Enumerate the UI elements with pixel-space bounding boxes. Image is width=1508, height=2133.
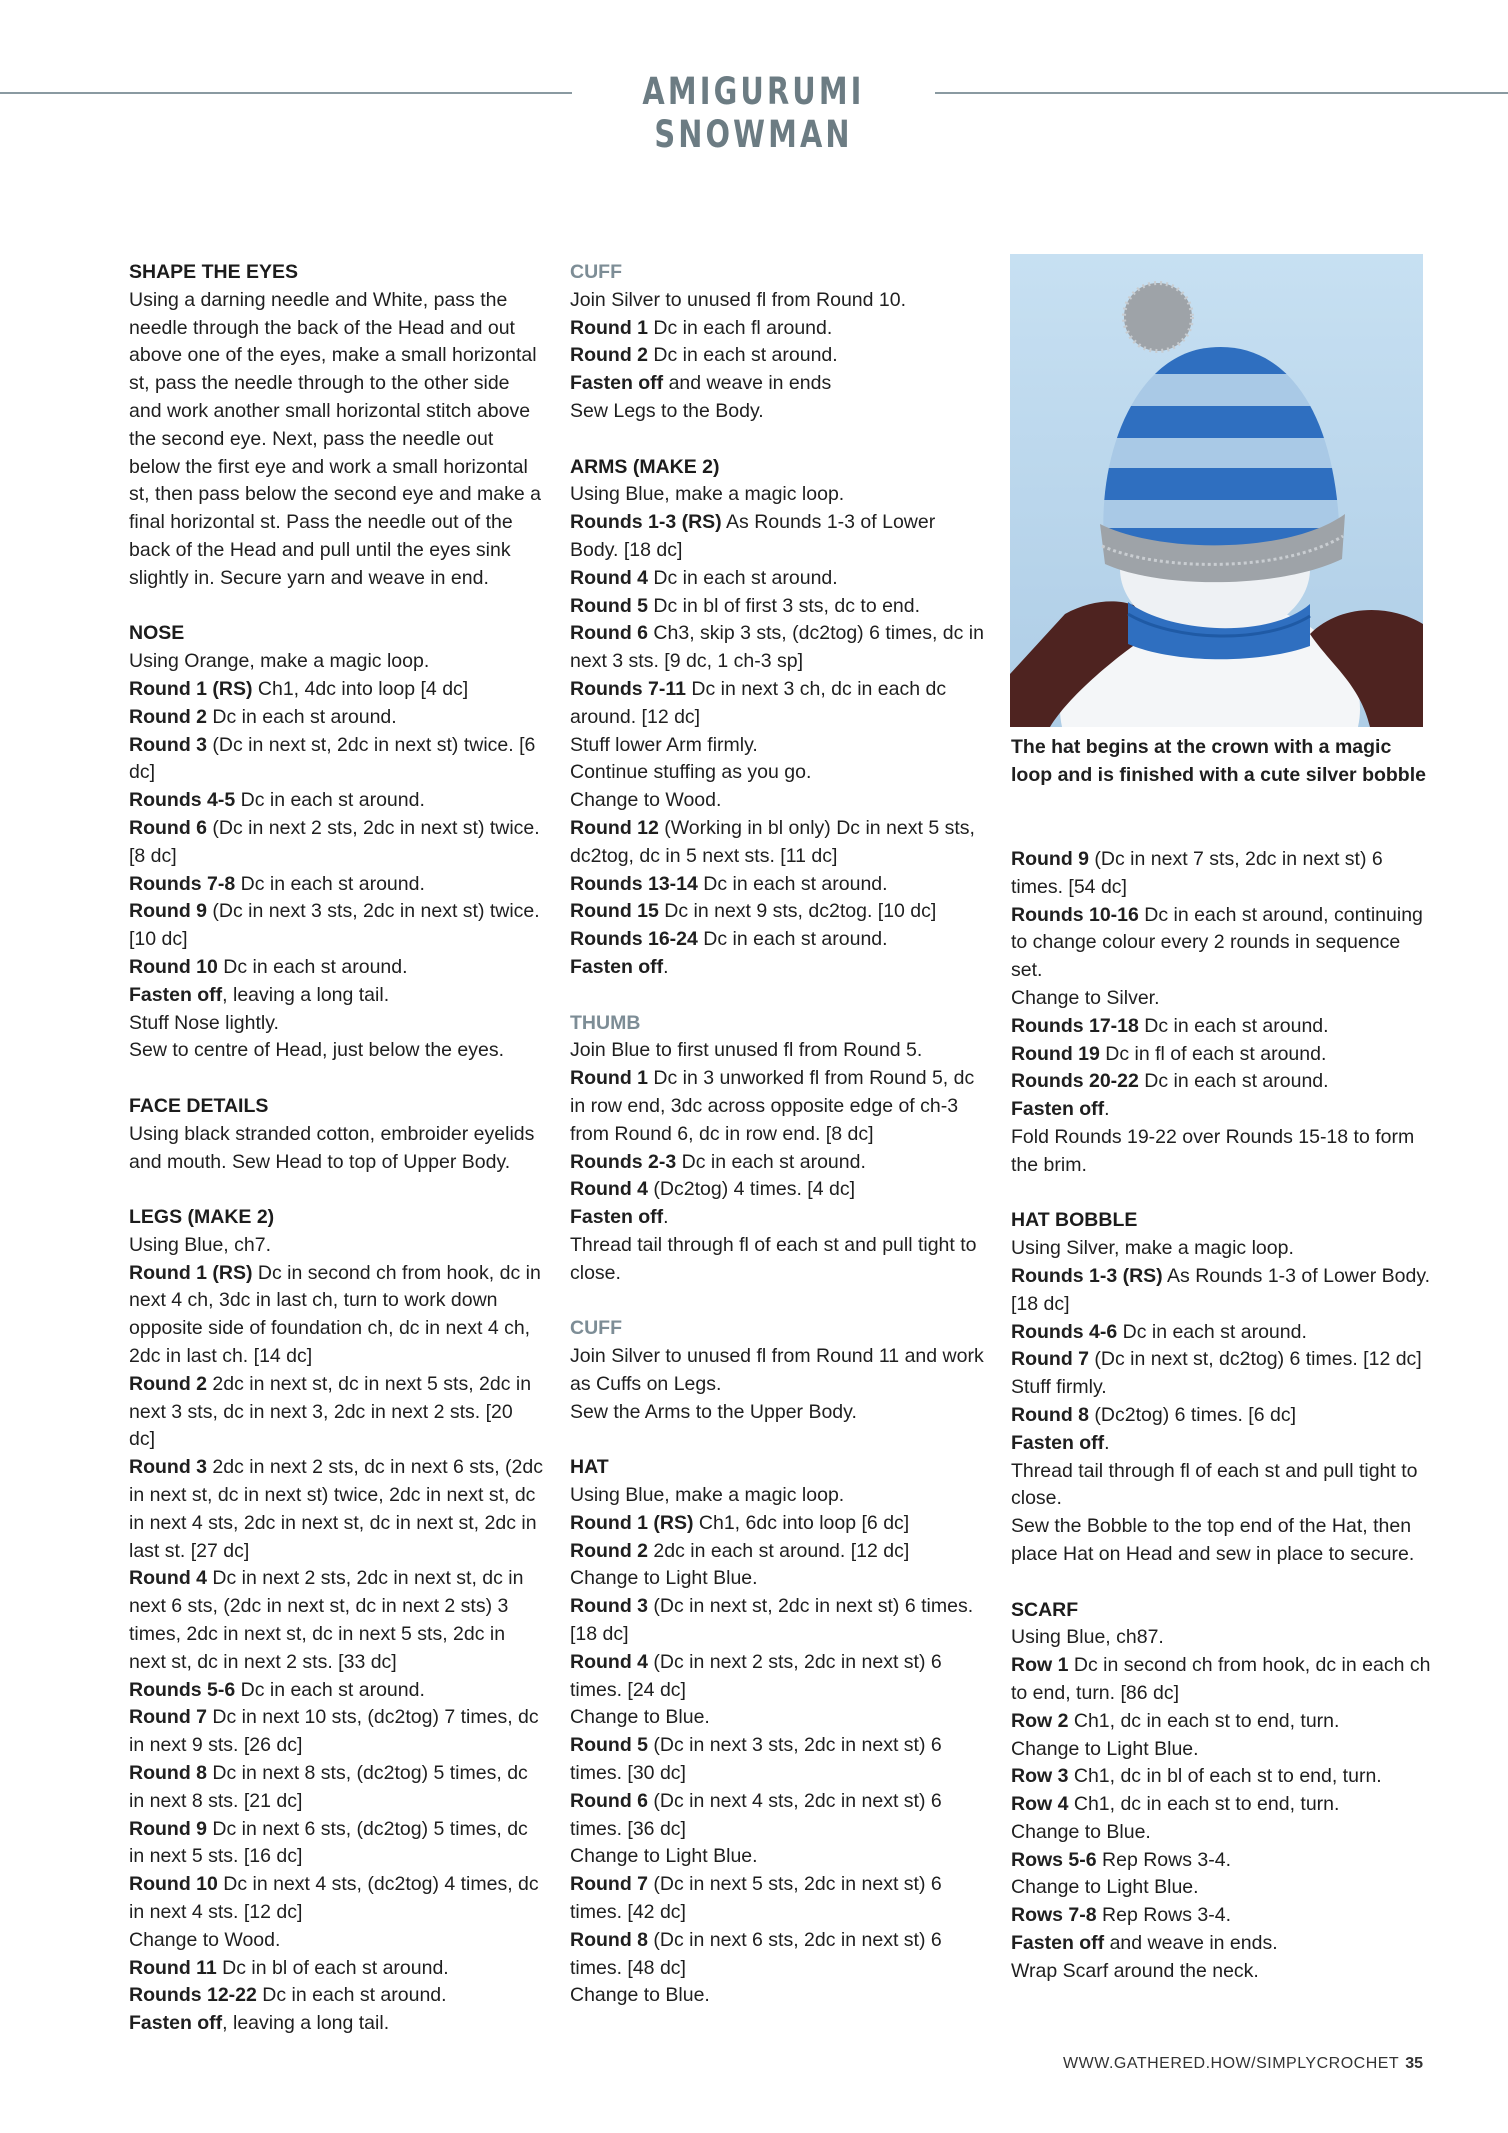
instruction-text: Change to Light Blue. bbox=[570, 1567, 758, 1590]
instruction-text: Dc in each st around. bbox=[217, 955, 408, 978]
instruction-text: (Dc in next st, dc2tog) 6 times. [12 dc] bbox=[1089, 1348, 1422, 1371]
instruction-step-label: Round 9 bbox=[129, 1817, 207, 1840]
instruction-line bbox=[1011, 1930, 1431, 1958]
instruction-line bbox=[570, 565, 985, 593]
instruction-line bbox=[129, 815, 544, 871]
instruction-text: Change to Light Blue. bbox=[570, 1845, 758, 1868]
section-scarf bbox=[1011, 1597, 1431, 1986]
instruction-step-label: Rounds 2-3 bbox=[570, 1150, 677, 1173]
instruction-line bbox=[570, 676, 985, 732]
instruction-step-label: Rounds 4-5 bbox=[129, 789, 236, 812]
instruction-step-label: Round 3 bbox=[129, 733, 207, 756]
instruction-text: Join Blue to first unused fl from Round 5. bbox=[570, 1039, 923, 1062]
instruction-step-label: Fasten off bbox=[570, 1206, 664, 1229]
footer-url: WWW.GATHERED.HOW/SIMPLYCROCHET bbox=[1063, 2055, 1400, 2072]
instruction-line bbox=[129, 704, 544, 732]
instruction-text: Dc in next 8 sts, (dc2tog) 5 times, dc in next 8 sts. [21 dc] bbox=[129, 1762, 528, 1812]
instruction-line bbox=[1011, 1041, 1431, 1069]
instruction-step-label: Round 11 bbox=[129, 1956, 217, 1979]
instruction-line bbox=[1011, 1096, 1431, 1124]
instruction-step-label: Fasten off bbox=[1011, 1098, 1105, 1121]
instruction-line bbox=[1011, 1013, 1431, 1041]
section-heading: THUMB bbox=[570, 1011, 641, 1034]
instruction-text: (Dc in next st, 2dc in next st) 6 times. [18 dc] bbox=[570, 1595, 974, 1646]
instruction-line bbox=[570, 759, 985, 787]
instruction-line bbox=[1011, 1513, 1431, 1569]
instruction-step-label: Rows 7-8 bbox=[1011, 1904, 1097, 1927]
instruction-text: Change to Blue. bbox=[570, 1706, 710, 1729]
instruction-text: (Dc2tog) 6 times. [6 dc] bbox=[1089, 1403, 1296, 1426]
instruction-text: . bbox=[663, 955, 669, 978]
photo-caption: The hat begins at the crown with a magic loop and is finished with a cute silver bobble bbox=[1011, 736, 1426, 786]
instruction-step-label: Round 2 bbox=[129, 1372, 207, 1395]
instruction-text: Ch1, dc in each st to end, turn. bbox=[1068, 1709, 1340, 1732]
instruction-line bbox=[1011, 1819, 1431, 1847]
instruction-line bbox=[570, 1232, 985, 1288]
instruction-text: Change to Wood. bbox=[570, 789, 722, 812]
section-heading: NOSE bbox=[129, 622, 185, 645]
instruction-line bbox=[129, 1232, 544, 1260]
instruction-line bbox=[129, 648, 544, 676]
instruction-text: Using black stranded cotton, embroider eyelids and mouth. Sew Head to top of Upper Body. bbox=[129, 1122, 535, 1173]
instruction-text: Dc in each st around. bbox=[648, 566, 838, 589]
instruction-text: Rep Rows 3-4. bbox=[1096, 1848, 1231, 1871]
instruction-text: Sew to centre of Head, just below the eyes. bbox=[129, 1039, 505, 1062]
instruction-line bbox=[1011, 1235, 1431, 1263]
instruction-step-label: Rounds 13-14 bbox=[570, 872, 698, 895]
instruction-line bbox=[1011, 1763, 1431, 1791]
section-shape-the-eyes bbox=[129, 259, 544, 593]
instruction-line bbox=[570, 1982, 985, 2010]
instruction-step-label: Rounds 20-22 bbox=[1011, 1070, 1139, 1093]
instruction-line bbox=[570, 1399, 985, 1427]
instruction-line bbox=[129, 1010, 544, 1038]
instruction-line bbox=[1011, 902, 1431, 985]
instruction-text: As Rounds 1-3 of Lower Body. [18 dc] bbox=[1011, 1264, 1431, 1315]
instruction-line bbox=[129, 1955, 544, 1983]
snowman-hat-photo bbox=[1010, 254, 1423, 727]
section-heading: HAT BOBBLE bbox=[1011, 1209, 1138, 1232]
instruction-line bbox=[1011, 1958, 1431, 1986]
instruction-line bbox=[1011, 1124, 1431, 1180]
instruction-text: Dc in next 4 sts, (dc2tog) 4 times, dc in next 4 sts. [12 dc] bbox=[129, 1873, 539, 1924]
instruction-line bbox=[570, 1788, 985, 1844]
instruction-line bbox=[570, 1510, 985, 1538]
instruction-text: Dc in each st around. bbox=[235, 1678, 425, 1701]
instruction-text: Using Blue, make a magic loop. bbox=[570, 483, 845, 506]
instruction-text: Using Orange, make a magic loop. bbox=[129, 650, 430, 673]
instruction-text: Stuff lower Arm firmly. bbox=[570, 733, 758, 756]
instruction-line bbox=[129, 1760, 544, 1816]
instruction-step-label: Row 4 bbox=[1011, 1793, 1069, 1816]
instruction-step-label: Rounds 1-3 (RS) bbox=[1011, 1264, 1163, 1287]
instruction-text: Sew the Bobble to the top end of the Hat, then place Hat on Head and sew in place to secure. bbox=[1011, 1515, 1415, 1565]
instruction-step-label: Rounds 7-8 bbox=[129, 872, 236, 895]
instruction-line bbox=[1011, 1402, 1431, 1430]
instruction-step-label: Rounds 1-3 (RS) bbox=[570, 511, 722, 534]
instruction-text: (Dc in next 3 sts, 2dc in next st) twice. [10 dc] bbox=[129, 900, 540, 951]
instruction-line bbox=[129, 1982, 544, 2010]
instruction-step-label: Round 10 bbox=[129, 955, 218, 978]
instruction-step-label: Round 2 bbox=[570, 344, 648, 367]
instruction-text: Dc in next 2 sts, 2dc in next st, dc in next 6 sts, (2dc in next st, dc in next 2 sts) 3 times, 2dc in next st, dc in next 5 sts, 2dc in next st, dc in next 2 sts. [33 dc] bbox=[129, 1567, 524, 1673]
instruction-text: 2dc in next 2 sts, dc in next 6 sts, (2dc in next st, dc in next st) twice, 2dc in next st, dc in next 4 sts, 2dc in next st, dc in next st, 2dc in last st. [27 dc] bbox=[129, 1456, 543, 1562]
instruction-line bbox=[1011, 1346, 1431, 1374]
instruction-line bbox=[129, 1037, 544, 1065]
page-number: 35 bbox=[1405, 2055, 1423, 2072]
instruction-text: Dc in second ch from hook, dc in next 4 ch, 3dc in last ch, turn to work down opposite side of foundation ch, dc in next 4 ch, 2dc in last ch. [14 dc] bbox=[129, 1261, 541, 1368]
instruction-text: Dc in each st around. bbox=[676, 1150, 866, 1173]
instruction-step-label: Round 15 bbox=[570, 900, 659, 923]
instruction-step-label: Rounds 7-11 bbox=[570, 677, 686, 700]
instruction-line bbox=[570, 398, 985, 426]
instruction-step-label: Round 10 bbox=[129, 1873, 218, 1896]
instruction-line bbox=[570, 1343, 985, 1399]
instruction-step-label: Round 19 bbox=[1011, 1042, 1100, 1065]
instruction-text: . bbox=[1104, 1098, 1110, 1121]
instruction-line bbox=[129, 676, 544, 704]
instruction-line bbox=[129, 1454, 544, 1565]
instruction-text: Wrap Scarf around the neck. bbox=[1011, 1959, 1259, 1982]
instruction-text: Ch1, dc in each st to end, turn. bbox=[1068, 1793, 1340, 1816]
instruction-line bbox=[1011, 1430, 1431, 1458]
instruction-text: Dc in each st around. bbox=[235, 872, 425, 895]
instruction-line bbox=[129, 1565, 544, 1676]
instruction-text: Dc in each fl around. bbox=[648, 316, 833, 339]
instruction-line bbox=[129, 1816, 544, 1872]
instruction-step-label: Round 3 bbox=[129, 1456, 207, 1479]
instruction-text: Using Blue, ch7. bbox=[129, 1233, 271, 1256]
instruction-text: (Dc in next 4 sts, 2dc in next st) 6 times. [36 dc] bbox=[570, 1789, 942, 1840]
instruction-text: As Rounds 1-3 of Lower Body. [18 dc] bbox=[570, 511, 936, 561]
instruction-step-label: Row 3 bbox=[1011, 1765, 1069, 1788]
instruction-text: Dc in each st around. bbox=[1117, 1320, 1307, 1343]
instruction-line bbox=[570, 287, 985, 315]
instruction-line bbox=[129, 732, 544, 788]
instruction-line bbox=[1011, 1791, 1431, 1819]
instruction-text: , leaving a long tail. bbox=[222, 2012, 390, 2035]
instruction-line bbox=[570, 1176, 985, 1204]
instruction-text: and weave in ends. bbox=[1104, 1932, 1278, 1955]
instruction-line bbox=[129, 787, 544, 815]
instruction-line bbox=[570, 871, 985, 899]
instruction-line bbox=[570, 926, 985, 954]
instruction-text: 2dc in each st around. [12 dc] bbox=[648, 1539, 910, 1562]
instruction-line bbox=[129, 1927, 544, 1955]
instruction-step-label: Round 8 bbox=[129, 1762, 207, 1785]
instruction-line bbox=[129, 1871, 544, 1927]
instruction-line bbox=[1011, 1736, 1431, 1764]
instruction-text: Dc in each st around. bbox=[207, 705, 397, 728]
instruction-text: Dc in bl of first 3 sts, dc to end. bbox=[648, 594, 921, 617]
instruction-text: Join Silver to unused fl from Round 10. bbox=[570, 288, 907, 311]
instruction-line bbox=[570, 1843, 985, 1871]
instruction-line bbox=[570, 1482, 985, 1510]
instruction-text: Ch3, skip 3 sts, (dc2tog) 6 times, dc in next 3 sts. [9 dc, 1 ch-3 sp] bbox=[570, 622, 984, 673]
instruction-line bbox=[570, 593, 985, 621]
instruction-line bbox=[129, 1704, 544, 1760]
instruction-text: Thread tail through fl of each st and pull tight to close. bbox=[1011, 1459, 1418, 1510]
instruction-text: Ch1, 4dc into loop [4 dc] bbox=[252, 677, 469, 700]
page-header-title: AMIGURUMI SNOWMAN bbox=[642, 70, 865, 156]
instruction-text: Thread tail through fl of each st and pull tight to close. bbox=[570, 1233, 977, 1284]
instruction-text: Stuff firmly. bbox=[1011, 1376, 1107, 1399]
instruction-text: Dc in second ch from hook, dc in each ch to end, turn. [86 dc] bbox=[1011, 1654, 1431, 1704]
instruction-text: Dc in each st around. bbox=[697, 872, 888, 895]
instruction-text: Dc in each st around. bbox=[1138, 1014, 1329, 1037]
instruction-step-label: Round 7 bbox=[570, 1873, 648, 1896]
instruction-line bbox=[1011, 1708, 1431, 1736]
instruction-step-label: Row 2 bbox=[1011, 1709, 1069, 1732]
instruction-text: Dc in bl of each st around. bbox=[216, 1956, 449, 1979]
instruction-step-label: Round 4 bbox=[570, 1178, 648, 1201]
instruction-line bbox=[1011, 1874, 1431, 1902]
instruction-line bbox=[129, 898, 544, 954]
instruction-line bbox=[570, 787, 985, 815]
instruction-line bbox=[570, 620, 985, 676]
instruction-text: Dc in 3 unworked fl from Round 5, dc in row end, 3dc across opposite edge of ch-3 from Round 6, dc in row end. [8 dc] bbox=[570, 1067, 975, 1145]
header-rule-left bbox=[0, 92, 572, 94]
instruction-step-label: Round 1 (RS) bbox=[129, 677, 253, 700]
instruction-text: Dc in each st around. bbox=[697, 928, 888, 951]
instruction-step-label: Round 8 bbox=[1011, 1403, 1089, 1426]
instruction-line bbox=[1011, 985, 1431, 1013]
instruction-text: Continue stuffing as you go. bbox=[570, 761, 812, 784]
instruction-step-label: Fasten off bbox=[129, 983, 223, 1006]
instruction-text: 2dc in next st, dc in next 5 sts, 2dc in next 3 sts, dc in next 3, 2dc in next 2 sts. [20 dc] bbox=[129, 1372, 532, 1451]
instruction-line bbox=[570, 481, 985, 509]
instruction-text: Stuff Nose lightly. bbox=[129, 1011, 279, 1034]
instruction-line bbox=[129, 982, 544, 1010]
instruction-line bbox=[570, 1593, 985, 1649]
section-continued bbox=[1011, 846, 1431, 1180]
instruction-text: Fold Rounds 19-22 over Rounds 15-18 to form the brim. bbox=[1011, 1125, 1415, 1176]
instruction-step-label: Round 2 bbox=[129, 705, 207, 728]
instruction-line bbox=[570, 342, 985, 370]
instruction-step-label: Fasten off bbox=[1011, 1431, 1105, 1454]
instruction-line bbox=[570, 954, 985, 982]
section-hat-bobble bbox=[1011, 1207, 1431, 1568]
instruction-step-label: Fasten off bbox=[570, 955, 664, 978]
instruction-line bbox=[570, 1065, 985, 1148]
instruction-text: Join Silver to unused fl from Round 11 and work as Cuffs on Legs. bbox=[570, 1345, 984, 1395]
section-cuff bbox=[570, 259, 985, 426]
instruction-step-label: Round 12 bbox=[570, 816, 659, 839]
instruction-step-label: Round 9 bbox=[1011, 848, 1089, 870]
instruction-text: . bbox=[1104, 1431, 1110, 1454]
section-heading: SHAPE THE EYES bbox=[129, 261, 299, 283]
instruction-line bbox=[129, 871, 544, 899]
instruction-text: Dc in each st around, continuing to change colour every 2 rounds in sequence set. bbox=[1011, 903, 1423, 982]
instruction-step-label: Round 7 bbox=[129, 1706, 207, 1729]
instruction-line bbox=[570, 315, 985, 343]
instruction-text: Dc in fl of each st around. bbox=[1099, 1042, 1327, 1065]
instruction-step-label: Round 4 bbox=[570, 1650, 648, 1673]
section-thumb bbox=[570, 1010, 985, 1288]
instruction-step-label: Rounds 5-6 bbox=[129, 1678, 236, 1701]
instruction-line bbox=[1011, 1068, 1431, 1096]
section-heading: LEGS (MAKE 2) bbox=[129, 1206, 275, 1229]
instruction-step-label: Round 3 bbox=[570, 1595, 648, 1618]
instruction-line bbox=[129, 1121, 544, 1177]
page-footer bbox=[1063, 2055, 1423, 2073]
instruction-line bbox=[129, 1371, 544, 1454]
instruction-text: Change to Silver. bbox=[1011, 986, 1160, 1009]
instruction-line bbox=[1011, 1652, 1431, 1708]
instruction-step-label: Round 6 bbox=[570, 622, 648, 645]
instruction-text: Dc in each st around. bbox=[1138, 1070, 1329, 1093]
instruction-step-label: Round 1 bbox=[570, 316, 648, 339]
snowman-illustration bbox=[1010, 254, 1423, 727]
instruction-step-label: Round 8 bbox=[570, 1928, 648, 1951]
column-middle bbox=[570, 259, 985, 2038]
instruction-text: (Dc in next 2 sts, 2dc in next st) 6 times. [24 dc] bbox=[570, 1650, 942, 1701]
instruction-line bbox=[570, 509, 985, 565]
section-face-details bbox=[129, 1093, 544, 1176]
instruction-step-label: Round 4 bbox=[129, 1567, 207, 1590]
instruction-text: Using a darning needle and White, pass the needle through the back of the Head and out above one of the eyes, make a small horizontal st, pass the needle through to the other side and work another small horizontal stitch above the second eye. Next, pass the needle out below the first eye and work a small horizontal st, then pass below the second eye and make a final horizontal st. Pass the needle out of the back of the Head and pull until the eyes sink slightly in. Secure yarn and weave in end. bbox=[129, 288, 541, 589]
instruction-line bbox=[570, 1927, 985, 1983]
instruction-line bbox=[1011, 1458, 1431, 1514]
instruction-line bbox=[570, 1704, 985, 1732]
instruction-text: (Working in bl only) Dc in next 5 sts, dc2tog, dc in 5 next sts. [11 dc] bbox=[570, 816, 975, 867]
instruction-line bbox=[1011, 1319, 1431, 1347]
section-heading: CUFF bbox=[570, 261, 622, 283]
instruction-line bbox=[1011, 1847, 1431, 1875]
instruction-step-label: Round 9 bbox=[129, 900, 207, 923]
instruction-text: Change to Wood. bbox=[129, 1928, 281, 1951]
instruction-step-label: Rounds 16-24 bbox=[570, 928, 698, 951]
instruction-step-label: Rounds 12-22 bbox=[129, 1984, 257, 2007]
instruction-text: Dc in next 10 sts, (dc2tog) 7 times, dc in next 9 sts. [26 dc] bbox=[129, 1706, 539, 1757]
instruction-line bbox=[570, 815, 985, 871]
instruction-line bbox=[570, 1649, 985, 1705]
instruction-text: Sew the Arms to the Upper Body. bbox=[570, 1400, 857, 1423]
instruction-line bbox=[570, 1871, 985, 1927]
instruction-line bbox=[1011, 846, 1431, 902]
instruction-step-label: Round 5 bbox=[570, 1734, 648, 1757]
instruction-line bbox=[1011, 1374, 1431, 1402]
instruction-text: Using Silver, make a magic loop. bbox=[1011, 1237, 1294, 1260]
instruction-step-label: Round 1 (RS) bbox=[570, 1511, 694, 1534]
instruction-text: Change to Blue. bbox=[1011, 1820, 1151, 1843]
instruction-step-label: Fasten off bbox=[1011, 1932, 1105, 1955]
column-right bbox=[1011, 846, 1431, 2013]
instruction-text: Dc in each st around. bbox=[648, 344, 838, 367]
instruction-text: (Dc2tog) 4 times. [4 dc] bbox=[648, 1178, 855, 1201]
section-heading: HAT bbox=[570, 1456, 609, 1479]
section-heading: SCARF bbox=[1011, 1598, 1079, 1621]
instruction-text: Ch1, dc in bl of each st to end, turn. bbox=[1068, 1765, 1382, 1788]
instruction-line bbox=[570, 1037, 985, 1065]
section-cuff bbox=[570, 1315, 985, 1426]
instruction-text: Change to Light Blue. bbox=[1011, 1876, 1199, 1899]
instruction-line bbox=[129, 1260, 544, 1371]
instruction-text: Using Blue, ch87. bbox=[1011, 1626, 1164, 1649]
instruction-line bbox=[129, 287, 544, 593]
instruction-line bbox=[570, 732, 985, 760]
column-left bbox=[129, 259, 544, 2066]
instruction-line bbox=[1011, 1624, 1431, 1652]
instruction-text: Dc in each st around. bbox=[235, 789, 425, 812]
instruction-line bbox=[129, 2010, 544, 2038]
section-legs-make-2 bbox=[129, 1204, 544, 2038]
instruction-text: Dc in next 9 sts, dc2tog. [10 dc] bbox=[658, 900, 937, 923]
instruction-text: Dc in next 3 ch, dc in each dc around. [12 dc] bbox=[570, 677, 947, 728]
instruction-text: (Dc in next 2 sts, 2dc in next st) twice. [8 dc] bbox=[129, 816, 540, 867]
instruction-line bbox=[129, 1677, 544, 1705]
instruction-step-label: Fasten off bbox=[129, 2012, 223, 2035]
instruction-line bbox=[1011, 1263, 1431, 1319]
instruction-text: Change to Light Blue. bbox=[1011, 1737, 1199, 1760]
instruction-step-label: Rows 5-6 bbox=[1011, 1848, 1097, 1871]
instruction-text: (Dc in next st, 2dc in next st) twice. [6 dc] bbox=[129, 733, 536, 784]
instruction-step-label: Rounds 17-18 bbox=[1011, 1014, 1139, 1037]
instruction-text: Dc in next 6 sts, (dc2tog) 5 times, dc in next 5 sts. [16 dc] bbox=[129, 1817, 528, 1868]
instruction-text: , leaving a long tail. bbox=[222, 983, 390, 1006]
instruction-text: (Dc in next 3 sts, 2dc in next st) 6 times. [30 dc] bbox=[570, 1734, 942, 1785]
instruction-step-label: Round 5 bbox=[570, 594, 648, 617]
instruction-text: (Dc in next 7 sts, 2dc in next st) 6 times. [54 dc] bbox=[1011, 848, 1383, 898]
instruction-text: and weave in ends bbox=[663, 372, 832, 395]
instruction-line bbox=[570, 1538, 985, 1566]
instruction-text: (Dc in next 6 sts, 2dc in next st) 6 times. [48 dc] bbox=[570, 1928, 942, 1979]
instruction-text: Change to Blue. bbox=[570, 1984, 710, 2007]
instruction-line bbox=[570, 370, 985, 398]
instruction-step-label: Rounds 4-6 bbox=[1011, 1320, 1118, 1343]
instruction-line bbox=[570, 1732, 985, 1788]
instruction-step-label: Round 1 bbox=[570, 1067, 648, 1090]
section-nose bbox=[129, 620, 544, 1065]
instruction-line bbox=[1011, 1902, 1431, 1930]
instruction-text: (Dc in next 5 sts, 2dc in next st) 6 times. [42 dc] bbox=[570, 1873, 942, 1924]
instruction-text: . bbox=[663, 1206, 669, 1229]
instruction-step-label: Round 6 bbox=[570, 1789, 648, 1812]
instruction-step-label: Round 2 bbox=[570, 1539, 648, 1562]
section-arms-make-2 bbox=[570, 454, 985, 982]
instruction-step-label: Row 1 bbox=[1011, 1654, 1069, 1677]
instruction-step-label: Round 4 bbox=[570, 566, 648, 589]
instruction-step-label: Round 1 (RS) bbox=[129, 1261, 253, 1284]
instruction-line bbox=[570, 898, 985, 926]
instruction-line bbox=[570, 1149, 985, 1177]
instruction-step-label: Round 7 bbox=[1011, 1348, 1089, 1371]
instruction-text: Ch1, 6dc into loop [6 dc] bbox=[693, 1511, 910, 1534]
instruction-step-label: Rounds 10-16 bbox=[1011, 903, 1139, 926]
instruction-text: Using Blue, make a magic loop. bbox=[570, 1484, 845, 1507]
instruction-text: Rep Rows 3-4. bbox=[1096, 1904, 1231, 1927]
instruction-step-label: Round 6 bbox=[129, 816, 207, 839]
instruction-line bbox=[129, 954, 544, 982]
section-heading: ARMS (MAKE 2) bbox=[570, 455, 720, 478]
instruction-line bbox=[570, 1565, 985, 1593]
section-heading: CUFF bbox=[570, 1317, 622, 1340]
instruction-text: Sew Legs to the Body. bbox=[570, 399, 764, 422]
section-hat bbox=[570, 1454, 985, 2010]
instruction-line bbox=[570, 1204, 985, 1232]
header-rule-right bbox=[935, 92, 1508, 94]
instruction-text: Dc in each st around. bbox=[256, 1984, 447, 2007]
instruction-step-label: Fasten off bbox=[570, 372, 664, 395]
section-heading: FACE DETAILS bbox=[129, 1094, 269, 1117]
